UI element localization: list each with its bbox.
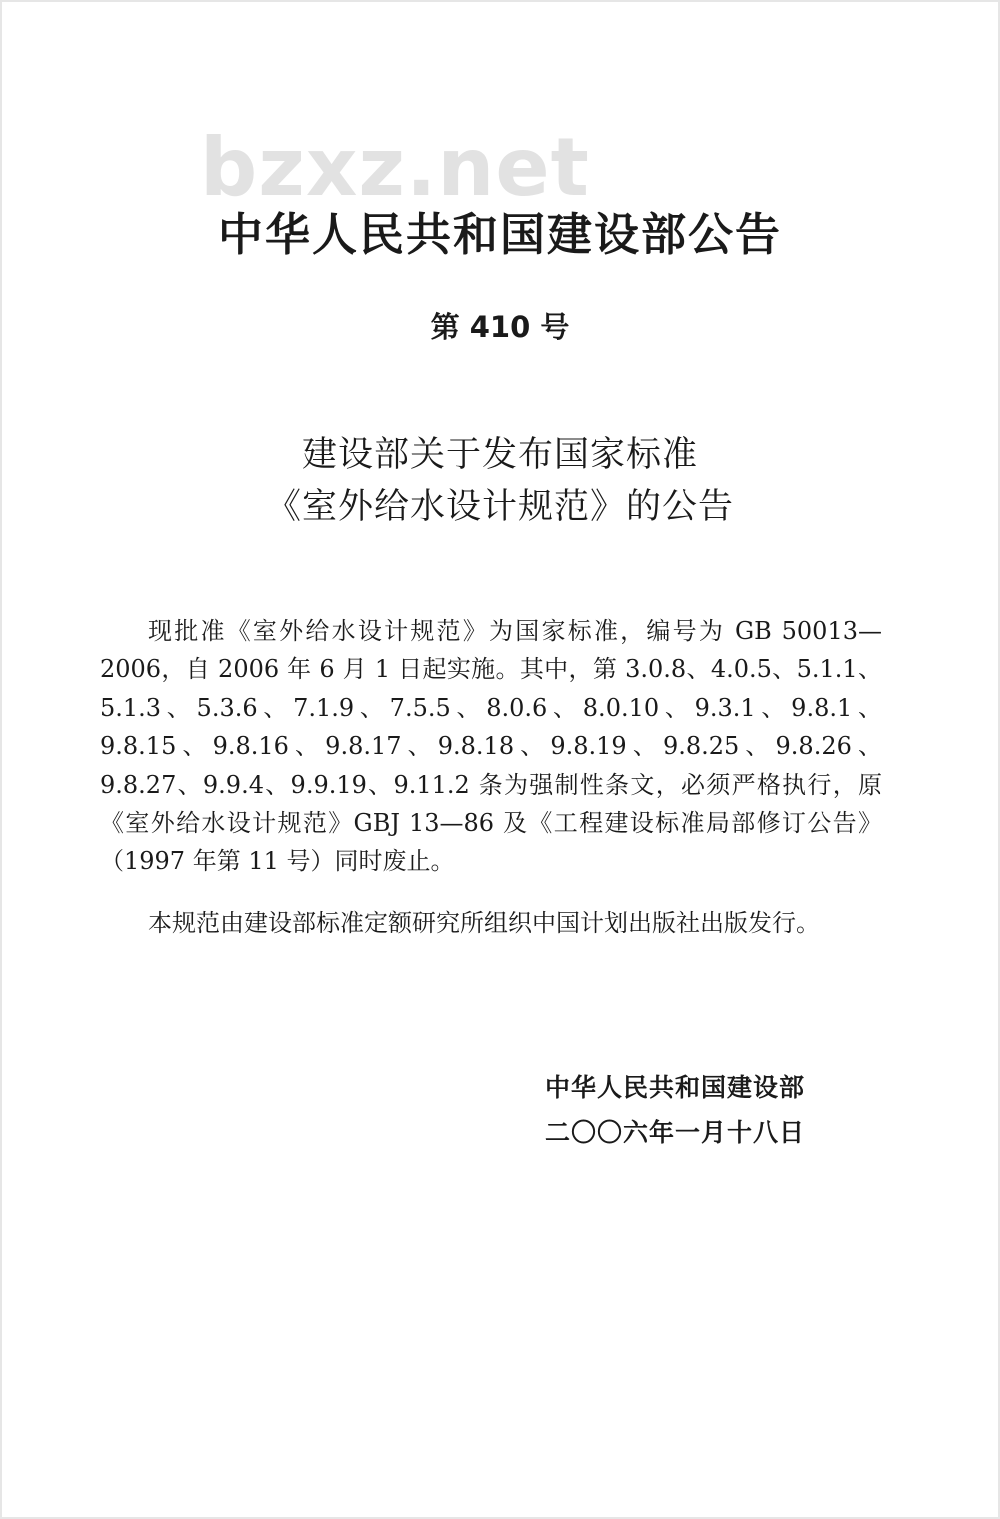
body-paragraph-1: 现批准《室外给水设计规范》为国家标准，编号为 GB 50013—2006，自 2006 年 6 月 1 日起实施。其中，第 3.0.8、4.0.5、5.1.1、5.1.3、5.3.6、7.1.9、7.5.5、8.0.6、8.0.10、9.3.1、9.8.1、9.8.15、9.8.16、9.8.17、9.8.18、9.8.19、9.8.25、9.8.26、9.8.27、9.9.4、9.9.19、9.11.2 条为强制性条文，必须严格执行，原《室外给水设计规范》GBJ 13—86 及《工程建设标准局部修订公告》（1997 年第 11 号）同时废止。 [100, 617, 882, 876]
signature-date: 二〇〇六年一月十八日 [545, 1118, 806, 1147]
announcement-subtitle-line2: 《室外给水设计规范》的公告 [265, 487, 734, 527]
body-paragraph-2: 本规范由建设部标准定额研究所组织中国计划出版社出版发行。 [148, 909, 820, 937]
watermark: bzxz.net [200, 121, 590, 214]
announcement-title: 中华人民共和国建设部公告 [217, 208, 782, 261]
announcement-number: 第 410 号 [430, 310, 570, 344]
announcement-subtitle-line1: 建设部关于发布国家标准 [301, 435, 698, 475]
signature-organization: 中华人民共和国建设部 [545, 1073, 806, 1102]
